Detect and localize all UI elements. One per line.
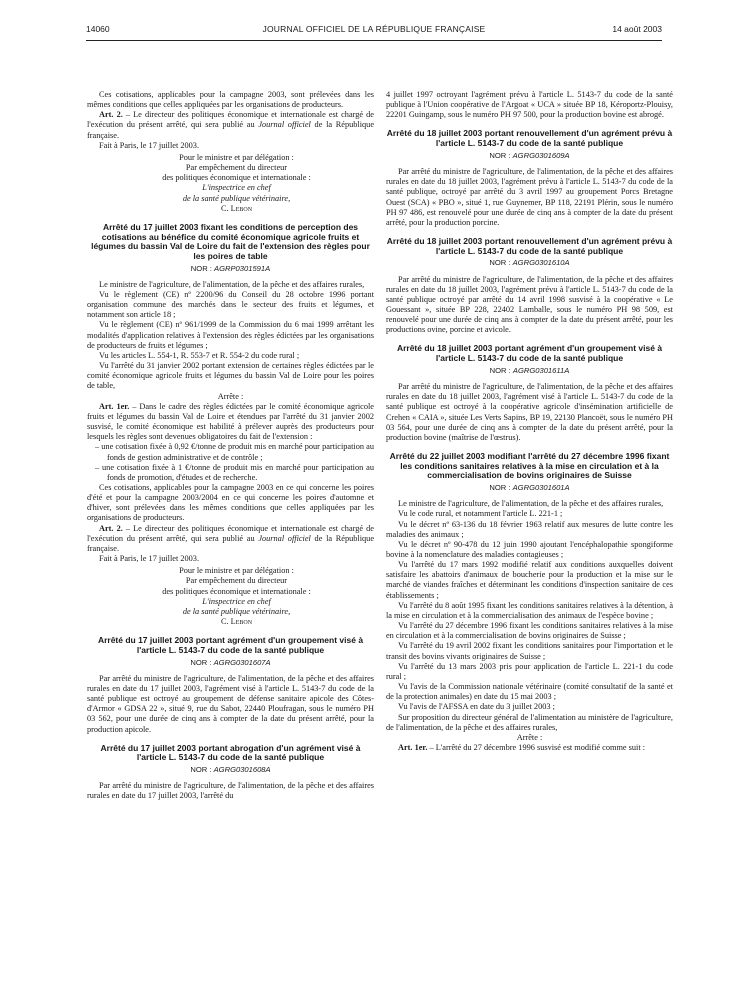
nor-label: NOR : xyxy=(489,365,511,375)
paragraph: Vu le code rural, et notamment l'article L. 221-1 ; xyxy=(398,509,563,519)
left-column xyxy=(87,90,374,802)
sig-line: Pour le ministre et par délégation : xyxy=(179,152,294,162)
signatory-name: C. Lebon xyxy=(220,617,253,626)
right-column xyxy=(386,90,673,753)
nor-code: AGRG0301601A xyxy=(512,483,570,493)
nor-label: NOR : xyxy=(190,657,212,667)
sig-line: de la santé publique vétérinaire, xyxy=(182,193,291,203)
sig-line: de la santé publique vétérinaire, xyxy=(182,606,291,616)
nor-code: AGRP0301591A xyxy=(214,263,271,273)
paragraph: Sur proposition du directeur général de l'alimentation au ministère de l'agriculture, de l'alimentation, de la pêche et des affaires rurales, xyxy=(386,712,673,732)
paragraph: Vu l'arrêté du 13 mars 2003 pris pour application de l'article L. 221-1 du code rural ; xyxy=(386,661,673,681)
nor-label: NOR : xyxy=(489,150,511,160)
paragraph: Ces cotisations, applicables pour la campagne 2003, sont prélevées dans les mêmes conditions que celles appliquées par les organisations de producteurs. xyxy=(87,90,374,110)
nor-code: AGRG0301610A xyxy=(512,258,570,268)
article-2 xyxy=(87,110,374,140)
article-label: Art. 1er. xyxy=(398,742,428,752)
signature-block xyxy=(87,153,374,214)
header-rule xyxy=(86,40,662,41)
paragraph: Le ministre de l'agriculture, de l'alimentation, de la pêche et des affaires rurales, xyxy=(99,279,365,289)
article-1 xyxy=(386,743,673,753)
nor-reference xyxy=(386,258,673,268)
paragraph: Vu l'avis de la Commission nationale vétérinaire (comité consultatif de la santé et de la protection animales) en date du 15 mai 2003 ; xyxy=(386,682,673,702)
list-item: – une cotisation fixée à 1 €/tonne de produit mis en marché pour participation au fonds de promotion, d'études et de recherche. xyxy=(95,462,374,482)
paragraph: Ces cotisations, applicables pour la campagne 2003 en ce qui concerne les poires d'été et pour la campagne 2003/2004 en ce qui concerne les poires d'automne et d'hiver, sont prélevées dans les mêmes conditions que celles appliquées par les organisations de producteurs. xyxy=(87,482,374,523)
decree-title: Arrêté du 18 juillet 2003 portant renouvellement d'un agrément prévu à l'article L. 5143-7 du code de la santé publique xyxy=(386,235,673,256)
page-number: 14060 xyxy=(86,24,110,34)
list-item: – une cotisation fixée à 0,92 €/tonne de produit mis en marché pour participation au fonds de gestion administrative et de contrôle ; xyxy=(95,442,374,462)
sig-line: Pour le ministre et par délégation : xyxy=(179,566,294,576)
journal-title: JOURNAL OFFICIEL DE LA RÉPUBLIQUE FRANÇAISE xyxy=(262,24,486,34)
decree-title: Arrêté du 17 juillet 2003 fixant les conditions de perception des cotisations au bénéfice du comité économique agricole fruits et légumes du bassin Val de Loire du fait de l'extension des règles pour les poires de table xyxy=(91,221,370,261)
nor-reference xyxy=(87,658,374,668)
nor-code: AGRG0301607A xyxy=(213,657,271,667)
paragraph: 4 juillet 1997 octroyant l'agrément prévu à l'article L. 5143-7 du code de la santé publique à l'Union coopérative de l'Argoat « UCA » située BP 18, Kéroportz-Plouisy, 22201 Guingamp, sous le numéro PH 97 500, pour la production bovine est abrogé. xyxy=(386,90,673,120)
decree-title: Arrêté du 18 juillet 2003 portant renouvellement d'un agrément prévu à l'article L. 5143-7 du code de la santé publique xyxy=(386,128,673,149)
paragraph: Vu l'arrêté du 31 janvier 2002 portant extension de certaines règles édictées par le comité économique agricole fruits et légumes du bassin Val de Loire pour les poires de table, xyxy=(87,361,374,391)
nor-reference xyxy=(87,264,374,274)
article-1 xyxy=(87,402,374,443)
nor-reference xyxy=(386,151,673,161)
article-text: – L'arrêté du 27 décembre 1996 susvisé est modifié comme suit : xyxy=(427,742,646,752)
article-2 xyxy=(87,524,374,554)
sig-line: Par empêchement du directeur xyxy=(185,576,288,586)
signature-block xyxy=(87,566,374,627)
nor-label: NOR : xyxy=(190,263,212,273)
article-text: – Le directeur des politiques économique et internationale est chargé de l'exécution du présent arrêté, qui sera publié au xyxy=(87,110,374,130)
paragraph: Par arrêté du ministre de l'agriculture, de l'alimentation, de la pêche et des affaires rurales en date du 18 juillet 2003, l'agrément prévu à l'article L. 5143-7 du code de la santé publique, octroyé par arrêté du 3 avril 1997 au groupement Porcs Bretagne Ouest (SCA) « PBO », situé 1, rue Guynemer, BP 118, 22191 Plérin, sous le numéro PH 97 486, est renouvelé pour une durée de cinq ans à compter de la date du présent arrêté, pour la production porcine. xyxy=(386,167,673,227)
nor-label: NOR : xyxy=(489,483,511,493)
paragraph: Par arrêté du ministre de l'agriculture, de l'alimentation, de la pêche et des affaires rurales en date du 18 juillet 2003, l'agrément visé à l'article L. 5143-7 du code de la santé publique est octroyé à la coopérative agricole d'insémination artificielle de Crehen « CAIA », située Les Verts Sapins, BP 19, 22130 Plancoët, sous le numéro PH 03 564, pour une durée de cinq ans à compter de la date du présent arrêté, pour la production bovine (maîtrise de l'œstrus). xyxy=(386,382,673,442)
sig-line: L'inspectrice en chef xyxy=(202,183,271,193)
paragraph: Vu l'avis de l'AFSSA en date du 3 juillet 2003 ; xyxy=(398,702,555,712)
article-text: – Dans le cadre des règles édictées par le comité économique agricole fruits et légumes du bassin Val de Loire et étendues par l'arrêté du 31 janvier 2002 susvisé, le comité économique est habilité à prélever auprès des producteurs pour lesquels les règles sont devenues obligatoires du fait de l'extension : xyxy=(87,401,374,442)
article-text-tail: de la République française. xyxy=(87,120,374,140)
article-label: Art. 2. xyxy=(99,110,123,120)
article-text: – Le directeur des politiques économique et internationale est chargé de l'exécution du présent arrêté, qui sera publié au xyxy=(87,523,374,543)
paragraph: Vu le décret nº 63-136 du 18 février 1963 relatif aux mesures de lutte contre les maladies des animaux ; xyxy=(386,519,673,539)
paragraph: Par arrêté du ministre de l'agriculture, de l'alimentation, de la pêche et des affaires rurales en date du 17 juillet 2003, l'arrêté du xyxy=(87,781,374,801)
decree-title: Arrêté du 22 juillet 2003 modifiant l'arrêté du 27 décembre 1996 fixant les conditions sanitaires relatives à la mise en circulation et à la commercialisation de bovins originaires de Suisse xyxy=(389,450,670,481)
paragraph: Vu le règlement (CE) nº 961/1999 de la Commission du 6 mai 1999 arrêtant les modalités d'application relatives à l'extension des règles édictées par les organisations de producteurs de fruits et légumes ; xyxy=(87,320,374,350)
nor-label: NOR : xyxy=(489,258,511,268)
nor-reference xyxy=(87,765,374,775)
paragraph: Vu le décret nº 90-478 du 12 juin 1990 ajoutant l'encéphalopathie spongiforme bovine à la nomenclature des maladies contagieuses ; xyxy=(386,539,673,560)
sig-line: L'inspectrice en chef xyxy=(202,596,271,606)
issue-date: 14 août 2003 xyxy=(612,24,662,34)
paragraph: Par arrêté du ministre de l'agriculture, de l'alimentation, de la pêche et des affaires rurales en date du 17 juillet 2003, l'agrément visé à l'article L. 5143-7 du code de la santé publique est octroyé au groupement de défense sanitaire apicole des Côtes-d'Armor « GDSA 22 », situé 9, rue du Sabot, 22440 Ploufragan, sous le numéro PH 03 562, pour une durée de cinq ans à compter de la date du présent arrêté, pour la production apicole. xyxy=(87,673,374,734)
paragraph: Vu l'arrêté du 27 décembre 1996 fixant les conditions sanitaires relatives à la mise en circulation et à la commercialisation de bovins originaires de Suisse ; xyxy=(386,621,673,641)
decree-title: Arrêté du 17 juillet 2003 portant agrément d'un groupement visé à l'article L. 5143-7 du code de la santé publique xyxy=(97,635,364,655)
sig-line: Par empêchement du directeur xyxy=(185,163,288,173)
paragraph: Vu l'arrêté du 8 août 1995 fixant les conditions sanitaires relatives à la détention, à la mise en circulation et à la commercialisation des animaux de l'espèce bovine ; xyxy=(386,600,673,620)
nor-code: AGRG0301609A xyxy=(512,150,570,160)
signatory-name: C. Lebon xyxy=(220,203,253,213)
nor-reference xyxy=(386,483,673,493)
journal-officiel-italic: Journal officiel xyxy=(258,120,311,130)
sig-line: des politiques économique et internationale : xyxy=(162,586,311,596)
arrete-heading: Arrête : xyxy=(516,732,543,742)
decree-title: Arrêté du 17 juillet 2003 portant abrogation d'un agrément visé à l'article L. 5143-7 du code de la santé publique xyxy=(100,742,361,763)
paragraph: Vu les articles L. 554-1, R. 553-7 et R. 554-2 du code rural ; xyxy=(99,350,300,360)
nor-code: AGRG0301608A xyxy=(213,765,271,775)
paragraph: Vu l'arrêté du 17 mars 1992 modifié relatif aux conditions auxquelles doivent satisfaire les abattoirs d'animaux de boucherie pour la production et la mise sur le marché de viandes fraîches et déterminant les conditions d'inspection sanitaire de ces établissements ; xyxy=(386,560,673,600)
sig-line: des politiques économique et internationale : xyxy=(162,173,311,183)
paragraph: Vu le règlement (CE) nº 2200/96 du Conseil du 28 octobre 1996 portant organisation commune des marchés dans le secteur des fruits et légumes, et notamment son article 18 ; xyxy=(87,290,374,320)
decree-title: Arrêté du 18 juillet 2003 portant agrément d'un groupement visé à l'article L. 5143-7 du code de la santé publique xyxy=(396,343,663,364)
journal-officiel-italic: Journal officiel xyxy=(258,533,311,543)
article-label: Art. 2. xyxy=(99,523,123,533)
nor-reference xyxy=(386,366,673,376)
signed-at: Fait à Paris, le 17 juillet 2003. xyxy=(99,554,200,564)
article-label: Art. 1er. xyxy=(99,401,130,411)
article-text-tail: de la République française. xyxy=(87,533,374,553)
paragraph: Vu l'arrêté du 19 avril 2002 fixant les conditions sanitaires pour l'importation et le transit des bovins vivants originaires de Suisse ; xyxy=(386,641,673,661)
nor-code: AGRG0301611A xyxy=(512,365,570,375)
signed-at: Fait à Paris, le 17 juillet 2003. xyxy=(99,140,200,150)
paragraph: Par arrêté du ministre de l'agriculture, de l'alimentation, de la pêche et des affaires rurales en date du 18 juillet 2003, l'agrément prévu à l'article L. 5143-7 du code de la santé publique octroyé par arrêté du 14 avril 1998 susvisé à la coopérative « Le Gouessant », située BP 228, 22402 Lamballe, sous le numéro PH 98 509, est renouvelé pour une durée de cinq ans à compter de la date du présent arrêté, pour les productions ovine, porcine et avicole. xyxy=(386,274,673,335)
arrete-heading: Arrête : xyxy=(217,391,244,401)
nor-label: NOR : xyxy=(190,765,212,775)
page-header xyxy=(86,24,662,38)
paragraph: Le ministre de l'agriculture, de l'alimentation, de la pêche et des affaires rurales, xyxy=(398,499,664,509)
